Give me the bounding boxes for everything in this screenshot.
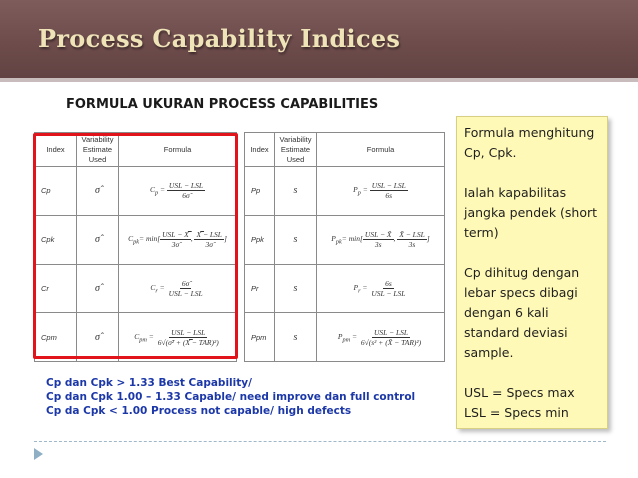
formula-cp: $C_p$ = $\frac{\text{USL − LSL}}{6\sigmâ}$ [119,167,237,216]
info-paragraph: Cp dihitug dengan lebar specs dibagi dengan 6 kali standard deviasi sample. [464,265,580,360]
estimate-cell: s [275,264,317,313]
formula-ppm: $P_{pm}$ = $\frac{\text{USL − LSL}}{\text{6√(s² + (X̄ − TAR)²)}}$ [317,313,445,362]
index-cell: Pp [245,167,275,216]
estimate-cell: s [275,167,317,216]
table-row [35,215,445,264]
note-line: Cp dan Cpk > 1.33 Best Capability/ [46,377,252,389]
formula-pp: $P_p$ = $\frac{\text{USL − LSL}}{6s}$ [317,167,445,216]
column-header-estimate: Variability Estimate Used [77,133,119,167]
formula-cpk: $C_{pk}= \min$[ $\frac{\text{USL − X̿}}{3\sigmâ}$ , $\frac{\text{X̿ − LSL}}{3\sigmâ}$ ] [119,215,237,264]
estimate-cell: s [275,313,317,362]
info-paragraph: Formula menghitung Cp, Cpk. [464,125,595,160]
table-header-row [35,133,445,167]
column-header-index: Index [35,133,77,167]
index-cell: Ppm [245,313,275,362]
formula-ppk: $P_{pk}= \min$[ $\frac{\text{USL − X̄}}{3s}$ , $\frac{\text{X̄ − LSL}}{3s}$ ] [317,215,445,264]
formula-cr: $C_r$ = $\frac{6\sigmâ}{\text{USL − LSL}}$ [119,264,237,313]
index-cell: Cp [35,167,77,216]
capability-notes [46,376,415,418]
formula-cpm: $C_{pm}$ = $\frac{\text{USL − LSL}}{\text{6√(σ̂² + (X̿ − TAR)²)}}$ [119,313,237,362]
note-line: Cp da Cpk < 1.00 Process not capable/ high defects [46,405,352,417]
table-row [35,264,445,313]
info-paragraph: Ialah kapabilitas jangka pendek (short term) [464,185,598,240]
table-row [35,313,445,362]
info-paragraph: USL = Specs max [464,385,575,400]
column-header-estimate-right: Variability Estimate Used [275,133,317,167]
index-cell: Cpk [35,215,77,264]
info-paragraph: LSL = Specs min [464,405,569,420]
estimate-cell: s [275,215,317,264]
table-row [35,167,445,216]
index-cell: Cpm [35,313,77,362]
column-header-formula: Formula [119,133,237,167]
estimate-cell: σ̂ [77,167,119,216]
estimate-cell: σ̂ [77,264,119,313]
formula-table [34,132,445,362]
footer-divider [34,441,606,442]
index-cell: Ppk [245,215,275,264]
column-gap [237,133,245,167]
slide-title: Process Capability Indices [38,24,401,53]
column-header-formula-right: Formula [317,133,445,167]
title-bar [0,0,638,80]
table-heading: FORMULA UKURAN PROCESS CAPABILITIES [66,97,379,112]
estimate-cell: σ̂ [77,313,119,362]
estimate-cell: σ̂ [77,215,119,264]
index-cell: Cr [35,264,77,313]
note-line: Cp dan Cpk 1.00 – 1.33 Capable/ need improve dan full control [46,391,416,403]
arrow-icon [34,448,43,460]
info-callout [456,116,608,429]
column-header-index-right: Index [245,133,275,167]
index-cell: Pr [245,264,275,313]
formula-pr: $P_r$ = $\frac{6s}{\text{USL − LSL}}$ [317,264,445,313]
